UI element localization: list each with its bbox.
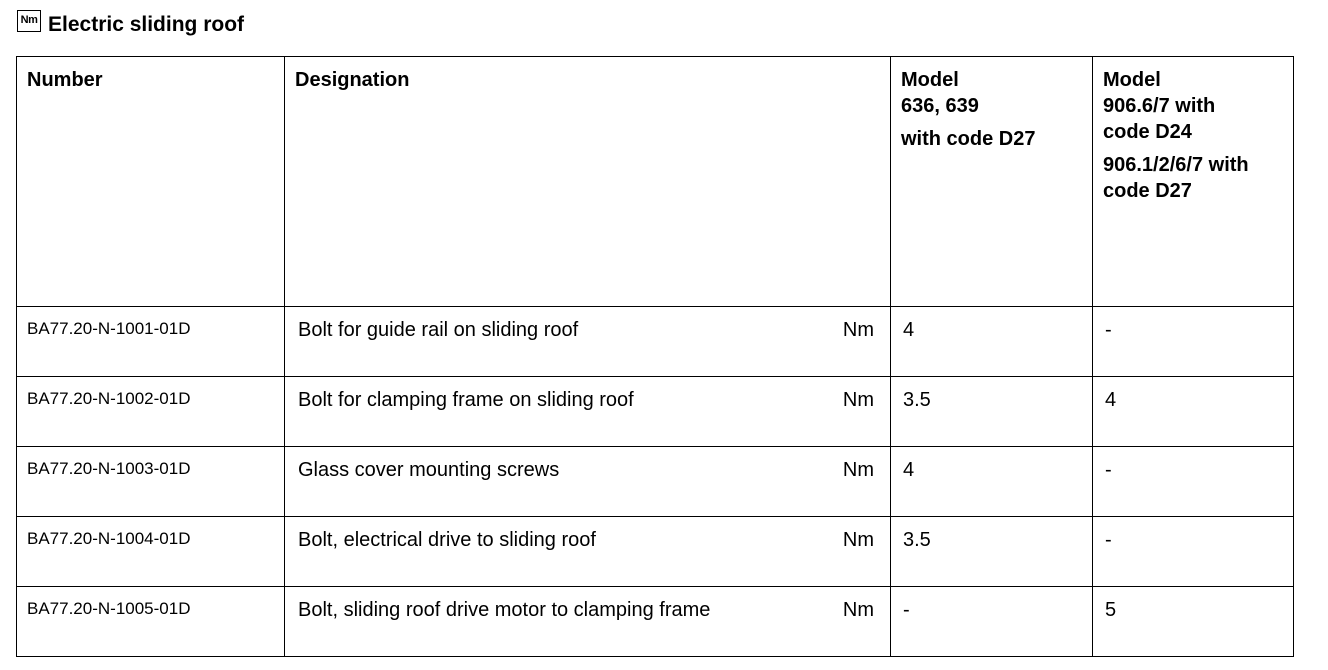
table-row — [17, 377, 1294, 447]
unit-label: Nm — [842, 529, 874, 551]
table-row — [17, 587, 1294, 657]
unit-label: Nm — [842, 389, 874, 411]
cell-model-a: 4 — [891, 307, 1093, 377]
cell-number: BA77.20-N-1005-01D — [17, 587, 285, 657]
header-model-b: Model 906.6/7 with code D24 906.1/2/6/7 with code D27 — [1093, 57, 1294, 307]
cell-number: BA77.20-N-1004-01D — [17, 517, 285, 587]
cell-number: BA77.20-N-1002-01D — [17, 377, 285, 447]
cell-model-a: 3.5 — [891, 517, 1093, 587]
header-model-a: Model 636, 639 with code D27 — [891, 57, 1093, 307]
cell-designation: Glass cover mounting screws Nm — [285, 447, 891, 517]
torque-table — [16, 56, 1294, 657]
nm-icon: Nm — [17, 10, 41, 32]
cell-model-a: - — [891, 587, 1093, 657]
table-header-row — [17, 57, 1294, 307]
cell-model-b: - — [1093, 307, 1294, 377]
cell-model-b: - — [1093, 517, 1294, 587]
table-row — [17, 517, 1294, 587]
table-row — [17, 447, 1294, 517]
cell-designation: Bolt for clamping frame on sliding roof Nm — [285, 377, 891, 447]
cell-model-b: - — [1093, 447, 1294, 517]
unit-label: Nm — [842, 459, 874, 481]
cell-designation: Bolt, sliding roof drive motor to clamping frame Nm — [285, 587, 891, 657]
cell-model-a: 4 — [891, 447, 1093, 517]
cell-model-b: 5 — [1093, 587, 1294, 657]
header-number: Number — [17, 57, 285, 307]
header-designation: Designation — [285, 57, 891, 307]
cell-model-b: 4 — [1093, 377, 1294, 447]
cell-designation: Bolt for guide rail on sliding roof Nm — [285, 307, 891, 377]
page-heading — [17, 10, 244, 40]
unit-label: Nm — [842, 319, 874, 341]
unit-label: Nm — [842, 599, 874, 621]
page-title: Electric sliding roof — [48, 13, 245, 36]
cell-number: BA77.20-N-1001-01D — [17, 307, 285, 377]
cell-designation: Bolt, electrical drive to sliding roof Nm — [285, 517, 891, 587]
cell-model-a: 3.5 — [891, 377, 1093, 447]
table-row — [17, 307, 1294, 377]
cell-number: BA77.20-N-1003-01D — [17, 447, 285, 517]
